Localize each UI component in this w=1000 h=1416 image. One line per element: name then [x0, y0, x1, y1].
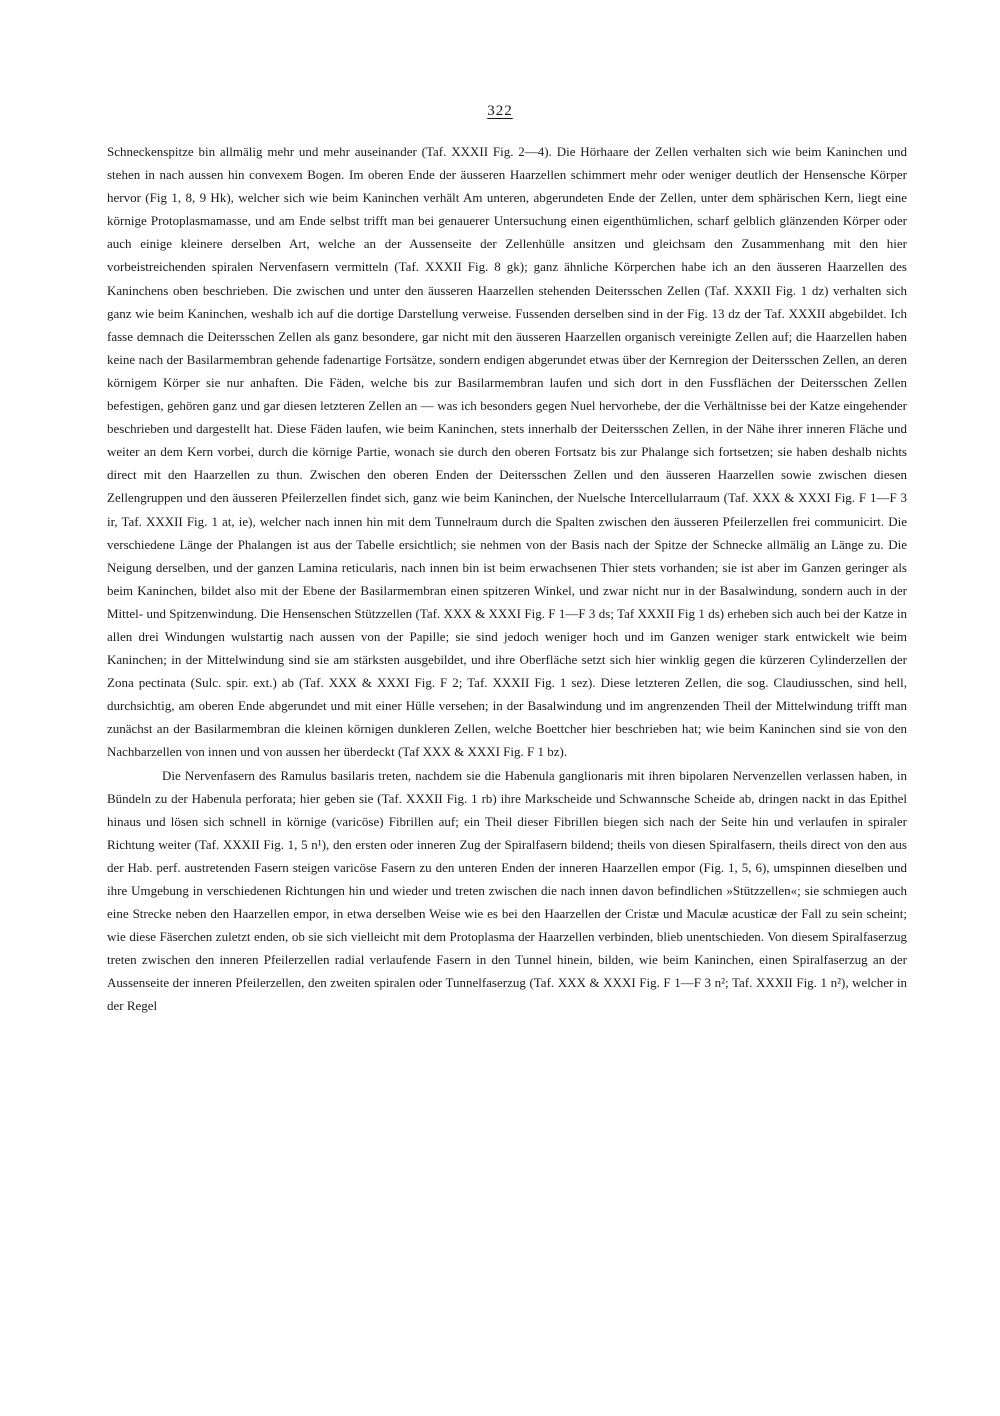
- page-number: 322: [487, 103, 513, 119]
- paragraph-1: Schneckenspitze bin allmälig mehr und mehr auseinander (Taf. XXXII Fig. 2—4). Die Hörhaare der Zellen verhalten sich wie beim Kaninchen und stehen in nach aussen hin convexem Bogen. Im oberen Ende der äusseren Haarzellen schimmert mehr oder weniger deutlich der Hensensche Körper hervor (Fig 1, 8, 9 Hk), welcher sich wie beim Kaninchen verhält Am unteren, abgerundeten Ende der Zellen, unter dem sphärischen Kern, liegt eine körnige Protoplasmamasse, und am Ende selbst trifft man bei genauerer Untersuchung einen eigenthümlichen, scharf gelblich glänzenden Körper oder auch einige kleinere derselben Art, welche an der Aussenseite der Zellenhülle ansitzen und gleichsam den Zusammenhang mit den hier vorbeistreichenden spiralen Nervenfasern vermitteln (Taf. XXXII Fig. 8 gk); ganz ähnliche Körperchen habe ich an den äusseren Haarzellen des Kaninchens oben beschrieben. Die zwischen und unter den äusseren Haarzellen stehenden Deitersschen Zellen (Taf. XXXII Fig. 1 dz) verhalten sich ganz wie beim Kaninchen, weshalb ich auf die dortige Darstellung verweise. Fussenden derselben sind in der Fig. 13 dz der Taf. XXXII abgebildet. Ich fasse demnach die Deitersschen Zellen als ganz besondere, gar nicht mit den äusseren Haarzellen organisch vereinigte Zellen auf; die Haarzellen haben keine nach der Basilarmembran gehende fadenartige Fortsätze, sondern endigen abgerundet etwas über der Kernregion der Deitersschen Zellen, an deren körnigem Körper sie nur anhaften. Die Fäden, welche bis zur Basilarmembran laufen und sich dort in den Fussflächen der Deitersschen Zellen befestigen, gehören ganz und gar diesen letzteren Zellen an — was ich besonders gegen Nuel hervorhebe, der die Verhältnisse bei der Katze eingehender beschrieben und dargestellt hat. Diese Fäden laufen, wie beim Kaninchen, stets innerhalb der Deitersschen Zellen, in der Nähe ihrer inneren Fläche und weiter an dem Kern vorbei, durch die körnige Partie, wonach sie durch den oberen Fortsatz bis zur Phalange sich fortsetzen; sie haben deshalb nichts direct mit den Haarzellen zu thun. Zwischen den oberen Enden der Deitersschen Zellen und den äusseren Haarzellen sowie zwischen diesen Zellengruppen und den äusseren Pfeilerzellen findet sich, ganz wie beim Kaninchen, der Nuelsche Intercellularraum (Taf. XXX & XXXI Fig. F 1—F 3 ir, Taf. XXXII Fig. 1 at, ie), welcher nach innen hin mit dem Tunnelraum durch die Spalten zwischen den äusseren Pfeilerzellen frei communicirt. Die verschiedene Länge der Phalangen ist aus der Tabelle ersichtlich; sie nehmen von der Basis nach der Spitze der Schnecke allmälig an Länge zu. Die Neigung derselben, und der ganzen Lamina reticularis, nach innen bin ist beim erwachsenen Thier stets vorhanden; sie ist aber im Ganzen geringer als beim Kaninchen, bildet also mit der Ebene der Basilarmembran einen spitzeren Winkel, und zwar nicht nur in der Basalwindung, sondern auch in der Mittel- und Spitzenwindung. Die Hensenschen Stützzellen (Taf. XXX & XXXI Fig. F 1—F 3 ds; Taf XXXII Fig 1 ds) erheben sich auch bei der Katze in allen drei Windungen wulstartig nach aussen von der Papille; sie sind jedoch weniger hoch und im Ganzen weniger stark entwickelt wie beim Kaninchen; in der Mittelwindung sind sie am stärksten ausgebildet, und ihre Oberfläche setzt sich hier winklig gegen die kürzeren Cylinderzellen der Zona pectinata (Sulc. spir. ext.) ab (Taf. XXX & XXXI Fig. F 2; Taf. XXXII Fig. 1 sez). Diese letzteren Zellen, die sog. Claudiusschen, sind hell, durchsichtig, am oberen Ende abgerundet und mit einer Hülle versehen; in der Basalwindung und im angrenzenden Theil der Mittelwindung trifft man zunächst an der Basilarmembran die kleinen körnigen dunkleren Zellen, welche Boettcher hier beschrieben hat; wie beim Kaninchen sind sie von den Nachbarzellen von innen und von aussen her überdeckt (Taf XXX & XXXI Fig. F 1 bz).: [107, 144, 907, 760]
- body-text: [107, 140, 907, 1018]
- paragraph-2: Die Nervenfasern des Ramulus basilaris treten, nachdem sie die Habenula ganglionaris mit ihren bipolaren Nervenzellen verlassen haben, in Bündeln zu der Habenula perforata; hier geben sie (Taf. XXXII Fig. 1 rb) ihre Markscheide und Schwannsche Scheide ab, dringen nackt in das Epithel hinaus und lösen sich schnell in körnige (varicöse) Fibrillen auf; ein Theil dieser Fibrillen biegen sich nach der Seite hin und verlaufen in spiraler Richtung weiter (Taf. XXXII Fig. 1, 5 n¹), den ersten oder inneren Zug der Spiralfasern bildend; theils von diesen Spiralfasern, theils direct von den aus der Hab. perf. austretenden Fasern steigen varicöse Fasern zu den unteren Enden der inneren Haarzellen empor (Fig. 1, 5, 6), umspinnen dieselben und ihre Umgebung in verschiedenen Richtungen hin und wieder und treten zwischen die nach innen davon befindlichen »Stützzellen«; sie schmiegen auch eine Strecke neben den Haarzellen empor, in etwa derselben Weise wie es bei den Haarzellen der Cristæ und Maculæ acusticæ der Fall zu sein scheint; wie diese Fäserchen zuletzt enden, ob sie sich vielleicht mit dem Protoplasma der Haarzellen verbinden, blieb unentschieden. Von diesem Spiralfaserzug treten zwischen den inneren Pfeilerzellen radial verlaufende Fasern in den Tunnel hinein, bilden, wie beim Kaninchen, einen Spiralfaserzug an der Aussenseite der inneren Pfeilerzellen, den zweiten spiralen oder Tunnelfaserzug (Taf. XXX & XXXI Fig. F 1—F 3 n²; Taf. XXXII Fig. 1 n²), welcher in der Regel: [107, 767, 907, 1014]
